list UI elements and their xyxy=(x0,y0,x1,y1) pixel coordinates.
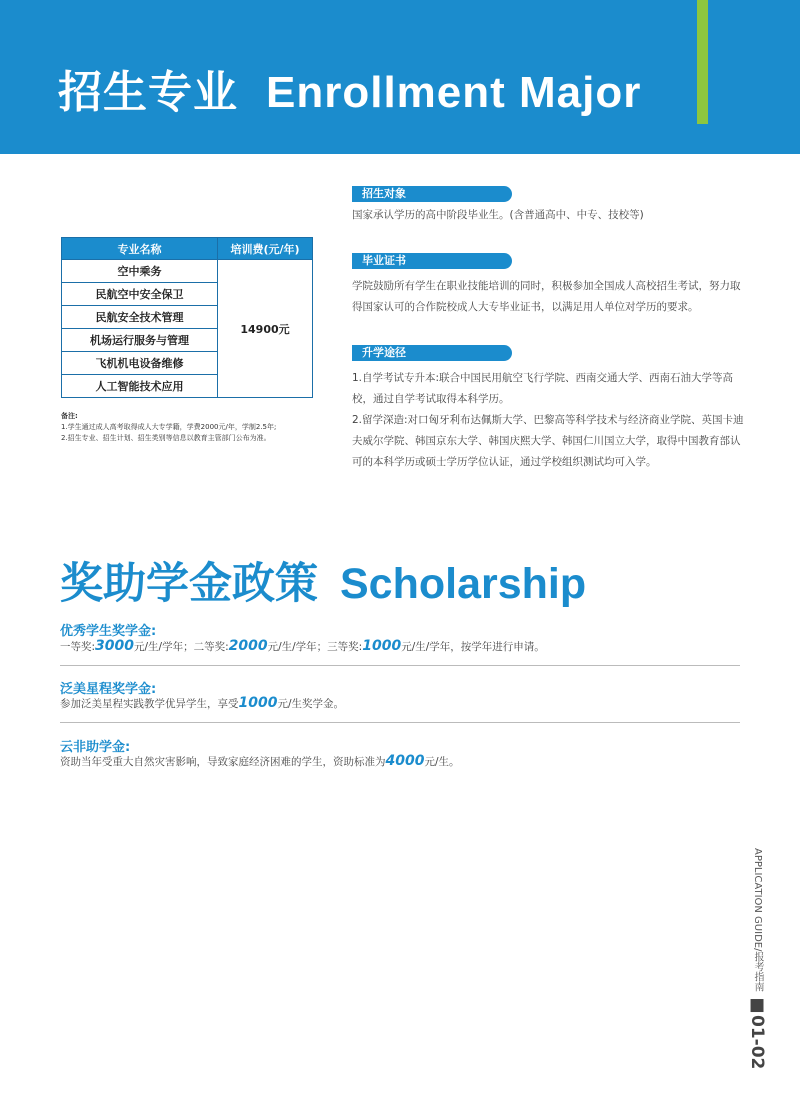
col-header-name: 专业名称 xyxy=(62,238,218,260)
text-segment: 一等奖: xyxy=(60,641,96,653)
notes-line: 2.招生专业、招生计划、招生类别等信息以教育主管部门公布为准。 xyxy=(61,434,271,442)
section-title-target: 招生对象 xyxy=(352,186,512,202)
text-segment: 元/生。 xyxy=(424,756,460,768)
header-banner xyxy=(0,0,800,154)
divider xyxy=(60,722,740,723)
major-cell: 民航安全技术管理 xyxy=(62,306,218,329)
excellent-scholarship-text xyxy=(60,638,545,654)
fanmei-scholarship-text xyxy=(60,695,344,711)
amount-third-prize: 1000 xyxy=(362,638,402,654)
amount-fanmei: 1000 xyxy=(238,695,278,711)
notes-line: 1.学生通过成人高考取得成人大专学籍，学费2000元/年，学制2.5年; xyxy=(61,423,277,431)
col-header-fee: 培训费(元/年) xyxy=(218,238,313,260)
scholarship-title xyxy=(60,550,586,611)
text-segment: 元/生/学年，按学年进行申请。 xyxy=(401,641,545,653)
table-row xyxy=(62,260,313,283)
yunfei-grant-text xyxy=(60,753,460,769)
major-cell: 人工智能技术应用 xyxy=(62,375,218,398)
fee-cell: 14900元 xyxy=(218,260,313,398)
page-number: ■01-02 xyxy=(747,995,767,1070)
divider xyxy=(60,665,740,666)
scholarship-title-cn: 奖助学金政策 xyxy=(60,559,318,609)
pathway-item-2: 2.留学深造:对口匈牙利布达佩斯大学、巴黎高等科学技术与经济商业学院、英国卡迪夫威尔学院、韩国京东大学、韩国庆熙大学、韩国仁川国立大学，取得中国教育部认可的本科学历或硕士学历学位认证，通过学校组织测试均可入学。 xyxy=(352,414,744,468)
header-accent-bar xyxy=(697,0,708,124)
section-title-certificate: 毕业证书 xyxy=(352,253,512,269)
side-page-label xyxy=(731,848,767,1070)
scholarship-title-en: Scholarship xyxy=(340,560,587,608)
text-segment: 资助当年受重大自然灾害影响，导致家庭经济困难的学生，资助标准为 xyxy=(60,756,386,768)
text-segment: 元/生奖学金。 xyxy=(277,698,345,710)
section-title-pathway: 升学途径 xyxy=(352,345,512,361)
major-cell: 民航空中安全保卫 xyxy=(62,283,218,306)
page-title-cn: 招生专业 xyxy=(58,67,238,118)
fanmei-scholarship-title: 泛美星程奖学金: xyxy=(60,682,157,697)
major-cell: 机场运行服务与管理 xyxy=(62,329,218,352)
table-header-row xyxy=(62,238,313,260)
text-segment: 参加泛美星程实践教学优异学生，享受 xyxy=(60,698,239,710)
yunfei-grant-title: 云非助学金: xyxy=(60,740,131,755)
table-notes xyxy=(61,411,331,444)
major-cell: 空中乘务 xyxy=(62,260,218,283)
amount-second-prize: 2000 xyxy=(228,638,268,654)
text-segment: 元/生/学年；三等奖: xyxy=(267,641,363,653)
section-text-certificate: 学院鼓励所有学生在职业技能培训的同时，积极参加全国成人高校招生考试，努力取得国家认可的合作院校成人大专毕业证书，以满足用人单位对学历的要求。 xyxy=(352,280,741,313)
major-table xyxy=(61,237,313,398)
excellent-scholarship-title: 优秀学生奖学金: xyxy=(60,624,157,639)
amount-first-prize: 3000 xyxy=(95,638,135,654)
amount-yunfei: 4000 xyxy=(385,753,425,769)
section-text-target: 国家承认学历的高中阶段毕业生。(含普通高中、中专、技校等) xyxy=(352,209,644,221)
text-segment: 元/生/学年；二等奖: xyxy=(134,641,229,653)
notes-title: 备注: xyxy=(61,412,78,420)
application-guide-label: APPLICATION GUIDE/报考指南 xyxy=(752,848,763,992)
major-cell: 飞机机电设备维修 xyxy=(62,352,218,375)
page-title-en: Enrollment Major xyxy=(266,68,642,117)
page-title xyxy=(58,56,641,120)
pathway-item-1: 1.自学考试专升本:联合中国民用航空飞行学院、西南交通大学、西南石油大学等高校，通过自学考试取得本科学历。 xyxy=(352,372,734,405)
section-text-pathway xyxy=(352,368,744,473)
